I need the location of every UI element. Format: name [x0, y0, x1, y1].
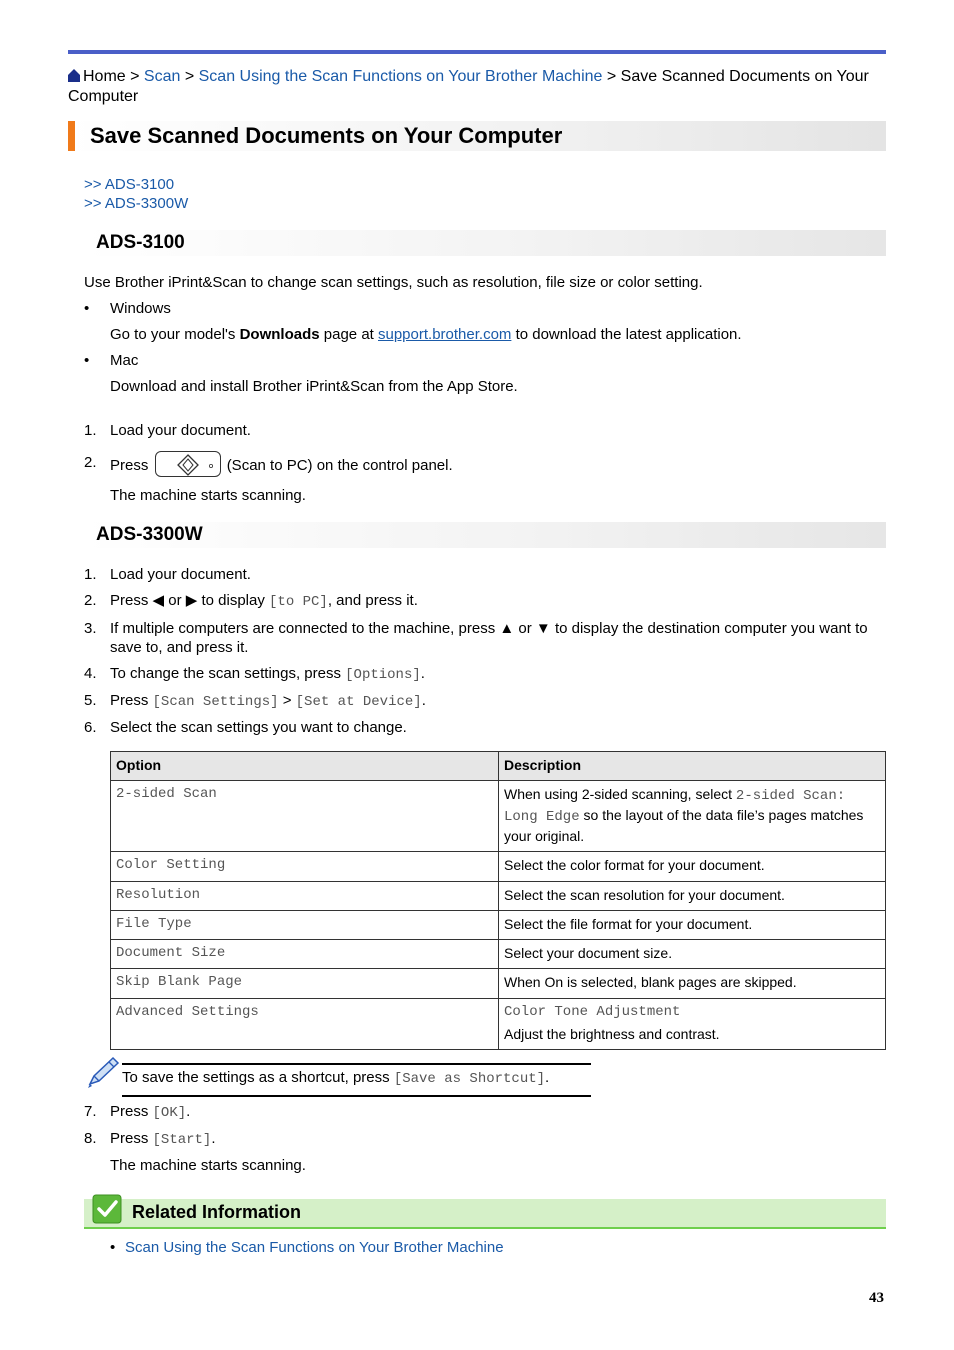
scan-settings-table [110, 751, 886, 1050]
breadcrumb-scan-functions-link[interactable]: Scan Using the Scan Functions on Your Brother Machine [198, 68, 603, 85]
top-rule [68, 50, 886, 54]
breadcrumb-home[interactable]: Home [83, 68, 126, 85]
scan-to-pc-key-icon [155, 451, 221, 477]
ads3300w-result: The machine starts scanning. [110, 1157, 306, 1174]
section-heading-ads3300w [84, 522, 886, 548]
down-arrow-icon: ▼ [535, 620, 551, 637]
table-row [111, 940, 886, 969]
left-arrow-icon: ◀ [152, 592, 165, 609]
option-cell: Advanced Settings [111, 999, 499, 1050]
breadcrumb-current: Save Scanned Documents on Your Computer [68, 68, 869, 105]
section-heading-ads3100 [84, 230, 886, 256]
related-link-scan-functions[interactable]: Scan Using the Scan Functions on Your Brother Machine [125, 1239, 504, 1256]
up-arrow-icon: ▲ [499, 620, 515, 637]
option-cell: Color Setting [111, 852, 499, 882]
page-title: Save Scanned Documents on Your Computer [90, 123, 563, 148]
option-cell: Document Size [111, 940, 499, 969]
model-jump-links [84, 175, 188, 213]
page-number: 43 [869, 1290, 884, 1306]
option-cell: Skip Blank Page [111, 969, 499, 999]
windows-instructions: Go to your model's Downloads page at support.brother.com to download the latest application. [110, 326, 742, 343]
page-title-bar [68, 121, 886, 151]
note-box [84, 1056, 594, 1100]
description-cell: When using 2-sided scanning, select 2-sided Scan: Long Edge so the layout of the data file’s pages matches your original. [499, 781, 886, 852]
table-row [111, 999, 886, 1050]
table-header-description: Description [499, 752, 886, 781]
checkmark-icon [92, 1194, 122, 1224]
table-header-row [111, 752, 886, 781]
mac-instructions: Download and install Brother iPrint&Scan from the App Store. [110, 378, 518, 395]
breadcrumb-separator: > [125, 68, 144, 85]
title-accent [68, 121, 75, 151]
table-row [111, 911, 886, 940]
description-cell: Select the file format for your document. [499, 911, 886, 940]
table-row [111, 781, 886, 852]
right-arrow-icon: ▶ [185, 592, 198, 609]
description-cell: Color Tone Adjustment Adjust the brightness and contrast. [499, 999, 886, 1050]
ads3100-result: The machine starts scanning. [110, 487, 306, 504]
table-row [111, 852, 886, 882]
table-row [111, 882, 886, 911]
table-row [111, 969, 886, 999]
note-text: To save the settings as a shortcut, press [Save as Shortcut]. [122, 1069, 550, 1087]
related-information-bar [84, 1199, 886, 1229]
section-heading-text: ADS-3300W [96, 524, 203, 545]
option-cell: Resolution [111, 882, 499, 911]
breadcrumb-separator: > [602, 68, 621, 85]
description-cell: Select your document size. [499, 940, 886, 969]
table-header-option: Option [111, 752, 499, 781]
pencil-note-icon [86, 1056, 120, 1090]
option-cell: File Type [111, 911, 499, 940]
jump-link-ads3300w[interactable]: >> ADS-3300W [84, 195, 189, 212]
support-link[interactable]: support.brother.com [378, 326, 512, 343]
breadcrumb-separator: > [180, 68, 199, 85]
description-cell: Select the scan resolution for your document. [499, 882, 886, 911]
section-heading-text: ADS-3100 [96, 232, 185, 253]
jump-link-ads3100[interactable]: >> ADS-3100 [84, 176, 175, 193]
description-cell: Select the color format for your document. [499, 852, 886, 882]
option-cell: 2-sided Scan [111, 781, 499, 852]
breadcrumb [68, 67, 888, 107]
home-icon [68, 69, 80, 82]
ads3100-intro: Use Brother iPrint&Scan to change scan settings, such as resolution, file size or color setting. [84, 274, 703, 291]
related-information-heading: Related Information [132, 1202, 302, 1222]
description-cell: When On is selected, blank pages are skipped. [499, 969, 886, 999]
breadcrumb-scan-link[interactable]: Scan [143, 68, 181, 85]
